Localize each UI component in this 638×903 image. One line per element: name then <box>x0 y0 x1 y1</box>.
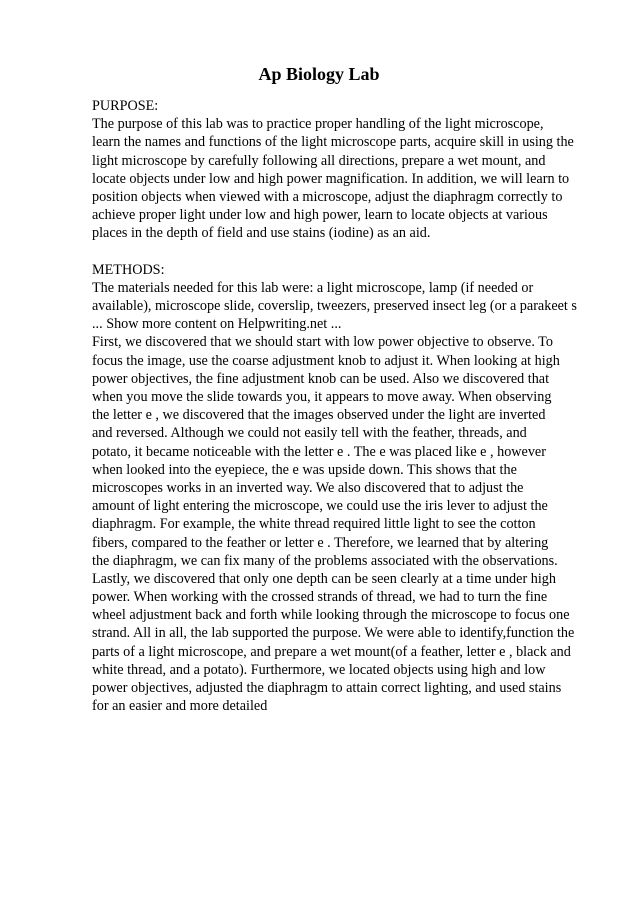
methods-line: amount of light entering the microscope, we could use the iris lever to adjust the <box>92 498 548 515</box>
purpose-line: position objects when viewed with a microscope, adjust the diaphragm correctly to <box>92 188 563 205</box>
methods-line: power objectives, the fine adjustment knob can be used. Also we discovered that <box>92 370 550 387</box>
methods-line: the letter e , we discovered that the images observed under the light are inverted <box>92 407 546 424</box>
methods-line: The materials needed for this lab were: a light microscope, lamp (if needed or <box>92 279 534 296</box>
purpose-heading: PURPOSE: <box>92 98 159 114</box>
methods-line: microscopes works in an inverted way. We also discovered that to adjust the <box>92 479 524 496</box>
show-more-line: ... Show more content on Helpwriting.net ... <box>92 316 342 333</box>
methods-line: fibers, compared to the feather or letter e . Therefore, we learned that by altering <box>92 534 549 551</box>
purpose-line: achieve proper light under low and high power, learn to locate objects at various <box>92 207 548 224</box>
document-title: Ap Biology Lab <box>258 64 380 84</box>
methods-line: for an easier and more detailed <box>92 698 268 715</box>
purpose-line: places in the depth of field and use stains (iodine) as an aid. <box>92 225 431 242</box>
methods-line: parts of a light microscope, and prepare a wet mount(of a feather, letter e , black and <box>92 643 571 660</box>
purpose-line: light microscope by carefully following all directions, prepare a wet mount, and <box>92 152 546 169</box>
methods-line: focus the image, use the coarse adjustment knob to adjust it. When looking at high <box>92 352 560 369</box>
methods-line: white thread, and a potato). Furthermore, we located objects using high and low <box>92 661 546 678</box>
methods-line: power. When working with the crossed strands of thread, we had to turn the fine <box>92 589 548 606</box>
methods-paragraph <box>92 279 592 716</box>
methods-line: potato, it became noticeable with the letter e . The e was placed like e , however <box>92 443 546 460</box>
methods-line: available), microscope slide, coverslip, tweezers, preserved insect leg (or a parakeet s <box>92 298 577 315</box>
methods-line: strand. All in all, the lab supported the purpose. We were able to identify,function the <box>92 625 575 642</box>
purpose-line: locate objects under low and high power magnification. In addition, we will learn to <box>92 170 570 187</box>
document-body <box>92 97 592 715</box>
methods-line: the diaphragm, we can fix many of the problems associated with the observations. <box>92 552 558 569</box>
methods-heading: METHODS: <box>92 261 165 278</box>
methods-line: First, we discovered that we should start with low power objective to observe. To <box>92 334 553 351</box>
methods-line: wheel adjustment back and forth while looking through the microscope to focus one <box>92 607 570 624</box>
purpose-paragraph <box>92 115 592 242</box>
methods-line: when looked into the eyepiece, the e was upside down. This shows that the <box>92 461 517 478</box>
methods-line: diaphragm. For example, the white thread required little light to see the cotton <box>92 516 536 533</box>
purpose-line: The purpose of this lab was to practice proper handling of the light microscope, <box>92 116 544 133</box>
methods-line: and reversed. Although we could not easily tell with the feather, threads, and <box>92 425 527 442</box>
methods-line: when you move the slide towards you, it appears to move away. When observing <box>92 389 552 405</box>
methods-line: power objectives, adjusted the diaphragm to attain correct lighting, and used stains <box>92 680 562 696</box>
methods-line: Lastly, we discovered that only one depth can be seen clearly at a time under high <box>92 570 556 587</box>
purpose-line: learn the names and functions of the light microscope parts, acquire skill in using the <box>92 134 574 151</box>
paragraph-gap <box>92 243 592 261</box>
